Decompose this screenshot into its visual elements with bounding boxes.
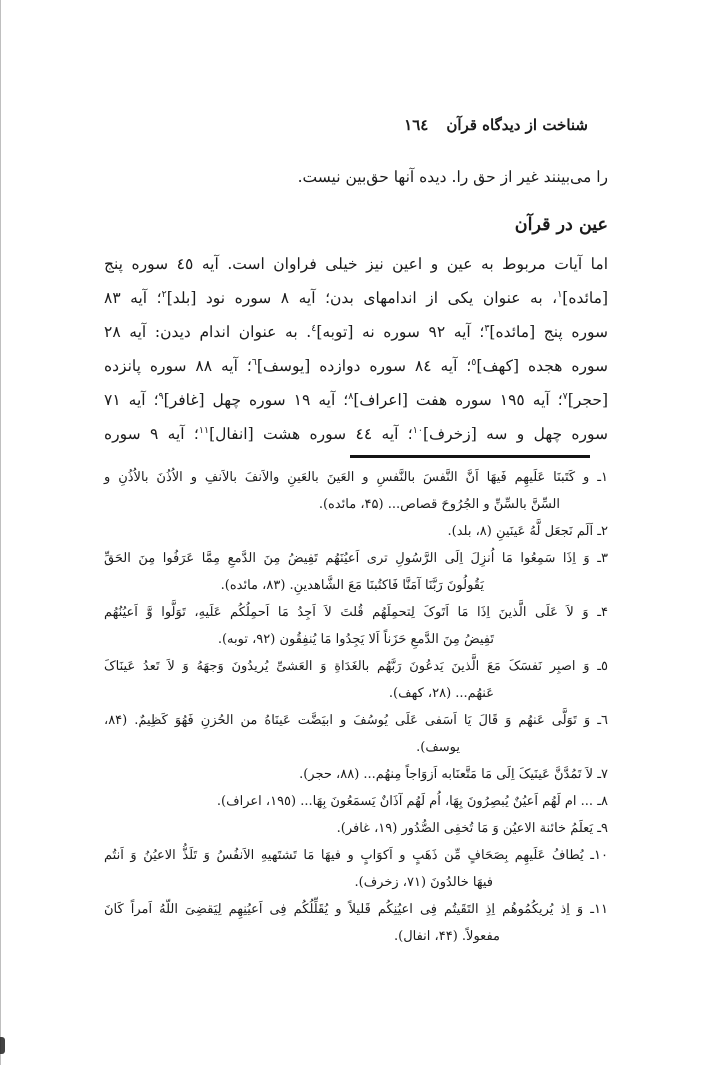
footnote-line: یوسف). bbox=[416, 740, 460, 755]
body-paragraph bbox=[104, 247, 608, 451]
footnote-ref: ٧ bbox=[562, 390, 568, 402]
footnote-line: ٥ـ وَ اصبِر نَفسَکَ مَعَ الَّذینَ یَدعُونَ رَبَّهُم بالغَدَاةِ وَ العَشیِّ یُریدُونَ وَجهَهُ وَ لاَ تَعدُ عَینَاکَ bbox=[104, 659, 608, 674]
body-text: سوره چهل و سه [زخرف] bbox=[422, 425, 609, 443]
running-header bbox=[404, 110, 588, 140]
paragraph-continuation-line: را می‌بینند غیر از حق را. دیده آنها حق‌بین نیست. bbox=[297, 168, 608, 186]
body-text: ؛ آیه ٧١ bbox=[104, 391, 159, 409]
body-text: ؛ آیه ٤٤ سوره هشت [انفال] bbox=[209, 425, 413, 443]
footnote-item bbox=[104, 842, 608, 896]
footnote-line: ١ـ و کَتَبنَا عَلَیهِم فَیهَا اَنَّ النَّفسَ بالنَّفسِ و العَینَ بالعَینِ والاَنفَ بالاَنفِ و الاُذُنَ بالاُذُنِ و bbox=[104, 470, 608, 485]
footnote-line: ۴ـ وَ لاَ عَلَی الَّذینَ اِذَا مَا اَتَوکَ لِتحمِلَهُم قُلتَ لاَ اَجِدُ مَا اَحمِلُکُم عَلَیهِ، تَوَلَّوا وَّ اَعیُنُهُم bbox=[104, 605, 608, 620]
footnote-line: تَفِیضُ مِنَ الدَّمعِ حَزَناً اَلا یَجِدُوا مَا یُنفِقُون (٩٢، توبه). bbox=[217, 632, 494, 647]
footnote-item bbox=[104, 545, 608, 599]
footnote-line: ٧ـ لاَ تَمُدَّنَّ عَینَیکَ اِلَی مَا مَتَّعنَابه اَزوَاجاً مِنهُم... (٨٨، حجر). bbox=[299, 767, 608, 782]
footnote-ref: ١٠ bbox=[412, 424, 423, 436]
footnote-item bbox=[104, 761, 608, 788]
section-heading: عین در قرآن bbox=[514, 215, 608, 235]
scan-edge-artifact bbox=[0, 0, 1, 1065]
body-text: ؛ آیه ١٩ سوره چهل [غافر] bbox=[163, 391, 349, 409]
footnote-ref: ٤ bbox=[311, 322, 317, 334]
footnote-line: ١٠ـ یُطافُ عَلَیهِم بِصَحَافٍ مِّن ذَهَبٍ و اَکوَابٍ و فیهَا مَا تَشتَهیهِ الاَنفُسُ وَ تَلَذُّ الاعیُنُ وَ اَنتُم bbox=[104, 848, 608, 863]
footnote-line: یَقُولُونَ رَبَّنَا آمَنَّا فَاکتُبنَا مَعَ الشَّاهدینِ. (٨٣، مائده). bbox=[220, 578, 484, 593]
body-text: ؛ آیه ٩٢ سوره نه [توبه] bbox=[316, 323, 485, 341]
footnote-line: ٣ـ وَ اِذَا سَمِعُوا مَا اُنزِلَ اِلَی الرَّسُولِ تری اَعیُنَهُم تَفِیضُ مِنَ الدَّمعِ مِمَّا عَرَفُوا مِنَ الحَقِّ bbox=[104, 551, 608, 566]
body-line bbox=[104, 315, 608, 349]
body-text: ؛ آیه ٨٤ سوره دوازده [یوسف] bbox=[256, 357, 472, 375]
footnote-line: ٩ـ یَعلَمُ خائنة الاعیُن وَ مَا تُخفِی الصُّدُور (١٩، غافر). bbox=[336, 821, 608, 836]
body-line bbox=[104, 383, 608, 417]
body-text: ؛ آیه ٨٨ سوره پانزده bbox=[104, 357, 252, 375]
footnote-ref: ١ bbox=[557, 288, 563, 300]
body-text: ؛ آیه ١٩٥ سوره هفت [اعراف] bbox=[353, 391, 563, 409]
body-line bbox=[104, 349, 608, 383]
footnote-line: ١١ـ وَ اِذ یُریکُمُوهُم اِذِ التَقَیتُم فِی اعیُنِکُم قَلیلاً و یُقَلِّلُکُم فِی اَعیُنِهِم لِیَقضِیَ اللّهُ اَمراً کَانَ bbox=[104, 902, 608, 917]
scan-artifact bbox=[0, 1037, 5, 1054]
footnote-item bbox=[104, 518, 608, 545]
body-text: ؛ آیه ٩ سوره bbox=[104, 425, 199, 443]
footnote-ref: ٦ bbox=[251, 356, 257, 368]
footnote-line: ٢ـ اَلَم نَجعَل لَّهُ عَینَینِ (٨، بلد). bbox=[447, 524, 608, 539]
body-line bbox=[104, 417, 608, 451]
footnote-ref: ١١ bbox=[198, 424, 210, 436]
footnote-item bbox=[104, 707, 608, 761]
footnote-line: مفعولاً. (۴۴، انفال). bbox=[394, 929, 500, 944]
footnote-line: السِّنَّ بالسِّنِّ و الجُرُوحَ قصاص... (۴۵، مائده). bbox=[318, 497, 560, 512]
body-text: سوره هجده [کهف] bbox=[476, 357, 608, 375]
footnote-item bbox=[104, 464, 608, 518]
body-text: اما آیات مربوط به عین و اعین نیز خیلی فراوان است. آیه ٤٥ سوره پنج bbox=[104, 255, 609, 273]
footnote-item bbox=[104, 896, 608, 950]
body-line bbox=[104, 247, 608, 281]
footnote-ref: ٨ bbox=[348, 390, 354, 402]
body-text: [حجر] bbox=[567, 391, 608, 409]
body-line bbox=[104, 281, 608, 315]
footnotes-section bbox=[104, 464, 608, 950]
body-text: . به عنوان اندام دیدن: آیه ٢٨ bbox=[104, 323, 312, 341]
footnote-line: ٦ـ وَ تَوَلَّی عَنهُم وَ قَالَ یَا اَسَفی عَلَی یُوسُفَ و ابیَضَّت عَینَاهُ من الحُزنِ فَهُوَ کَظِیمٌ. (٨۴، bbox=[104, 713, 608, 728]
footnote-item bbox=[104, 653, 608, 707]
footnote-line: فیهَا خالدُونَ (٧١، زخرف). bbox=[354, 875, 493, 890]
body-text: [مائده] bbox=[562, 289, 608, 307]
footnote-ref: ٩ bbox=[158, 390, 164, 402]
running-header-title: شناخت از دیدگاه قرآن bbox=[446, 116, 588, 134]
body-text: ، به عنوان یکی از اندامهای بدن؛ آیه ٨ سوره نود [بلد] bbox=[166, 289, 558, 307]
body-text: سوره پنج [مائده] bbox=[489, 323, 608, 341]
footnote-item bbox=[104, 599, 608, 653]
footnote-item bbox=[104, 788, 608, 815]
footnote-ref: ٥ bbox=[471, 356, 477, 368]
footnote-line: عَنهُم... (٢٨، کهف). bbox=[388, 686, 494, 701]
footnote-ref: ٢ bbox=[161, 288, 167, 300]
page-number: ١٦٤ bbox=[404, 116, 429, 134]
footnote-separator-rule bbox=[350, 455, 590, 458]
footnote-item bbox=[104, 815, 608, 842]
footnote-ref: ٣ bbox=[484, 322, 490, 334]
body-text: ؛ آیه ٨٣ bbox=[104, 289, 162, 307]
footnote-line: ٨ـ ... ام لَهُم اَعیُنٌ یُبصِرُونَ بِهَا، اُم لَهُم آذَانٌ یَسمَعُونَ بِهَا... (١٩٥، اعراف). bbox=[216, 794, 608, 809]
